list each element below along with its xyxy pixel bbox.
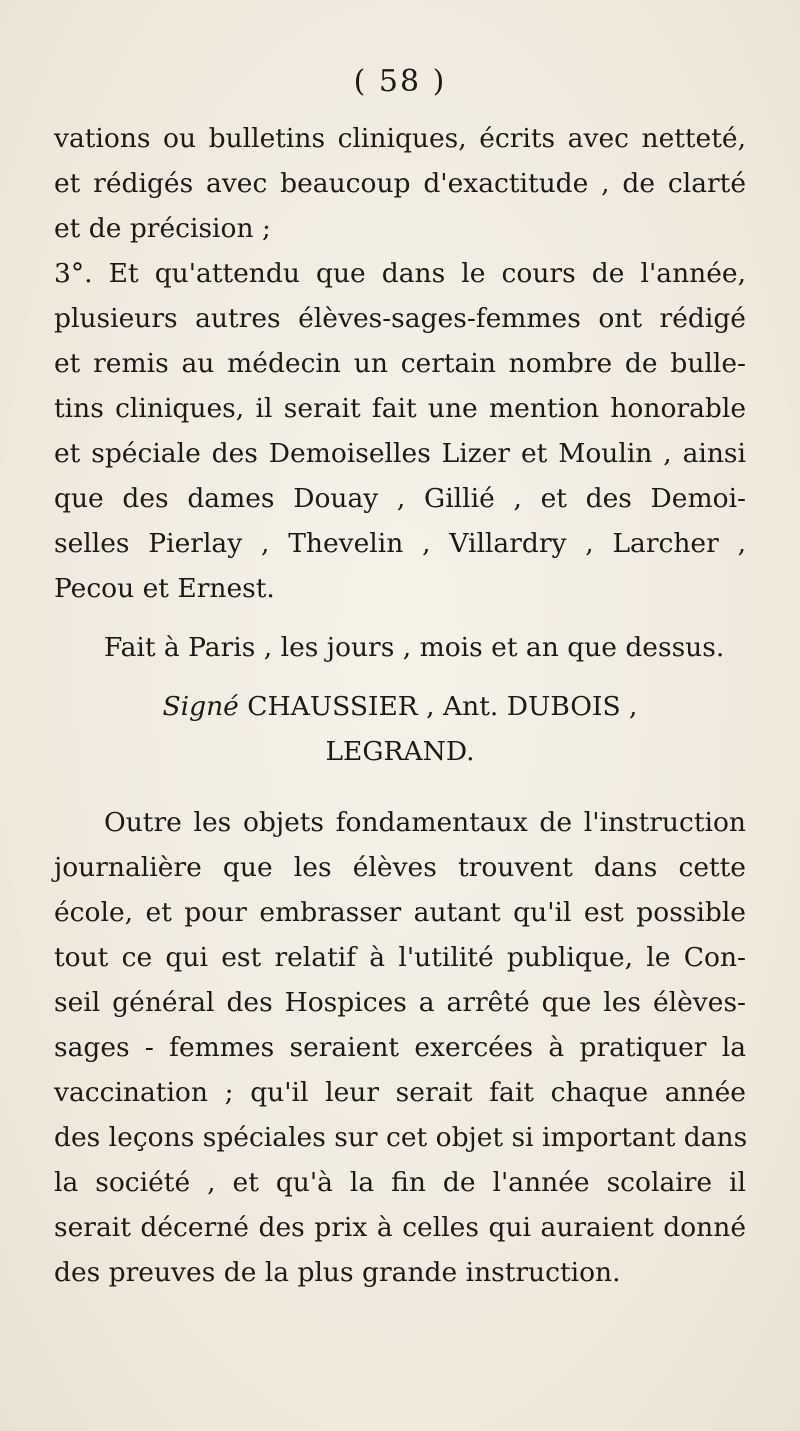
paragraph-3 — [54, 800, 746, 1295]
text-line: et remis au médecin un certain nombre de bulle- — [54, 348, 746, 379]
signed-word: Signé — [162, 691, 239, 722]
text-line: et rédigés avec beaucoup d'exactitude , de clarté — [54, 168, 746, 199]
text-line: plusieurs autres élèves-sages-femmes ont rédigé — [54, 303, 746, 334]
done-at-line: Fait à Paris , les jours , mois et an que dessus. — [104, 632, 725, 663]
text-line: 3°. Et qu'attendu que dans le cours de l'année, — [54, 258, 746, 289]
page-text — [54, 116, 746, 1295]
paragraph-1 — [54, 116, 746, 251]
page-number: ( 58 ) — [353, 64, 447, 99]
text-line: et de précision ; — [54, 213, 271, 244]
text-line: vaccination ; qu'il leur serait fait chaque année — [54, 1077, 746, 1108]
text-line: tout ce qui est relatif à l'utilité publique, le Con- — [54, 942, 746, 973]
text-line: selles Pierlay , Thevelin , Villardry , Larcher , — [54, 528, 746, 559]
signatory-names: CHAUSSIER , Ant. DUBOIS , — [247, 691, 638, 722]
text-line: sages - femmes seraient exercées à pratiquer la — [54, 1032, 746, 1063]
text-line: journalière que les élèves trouvent dans cette — [54, 852, 746, 883]
text-line: des preuves de la plus grande instruction. — [54, 1257, 621, 1288]
text-line: tins cliniques, il serait fait une mention honorable — [54, 393, 746, 424]
text-line: vations ou bulletins cliniques, écrits avec netteté, — [54, 123, 746, 154]
text-line: serait décerné des prix à celles qui auraient donné — [54, 1212, 746, 1243]
signature-line — [54, 684, 746, 729]
text-line: que des dames Douay , Gillié , et des Demoi- — [54, 483, 746, 514]
signatory-name-legrand: LEGRAND. — [325, 736, 475, 767]
text-line: Outre les objets fondamentaux de l'instruction — [104, 807, 746, 838]
text-line: Pecou et Ernest. — [54, 573, 275, 604]
text-line: seil général des Hospices a arrêté que les élèves- — [54, 987, 746, 1018]
paragraph-2 — [54, 251, 746, 611]
text-line: et spéciale des Demoiselles Lizer et Moulin , ainsi — [54, 438, 746, 469]
text-line: la société , et qu'à la fin de l'année scolaire il — [54, 1167, 746, 1198]
text-line: école, et pour embrasser autant qu'il est possible — [54, 897, 746, 928]
text-line: des leçons spéciales sur cet objet si important dans — [54, 1122, 748, 1153]
